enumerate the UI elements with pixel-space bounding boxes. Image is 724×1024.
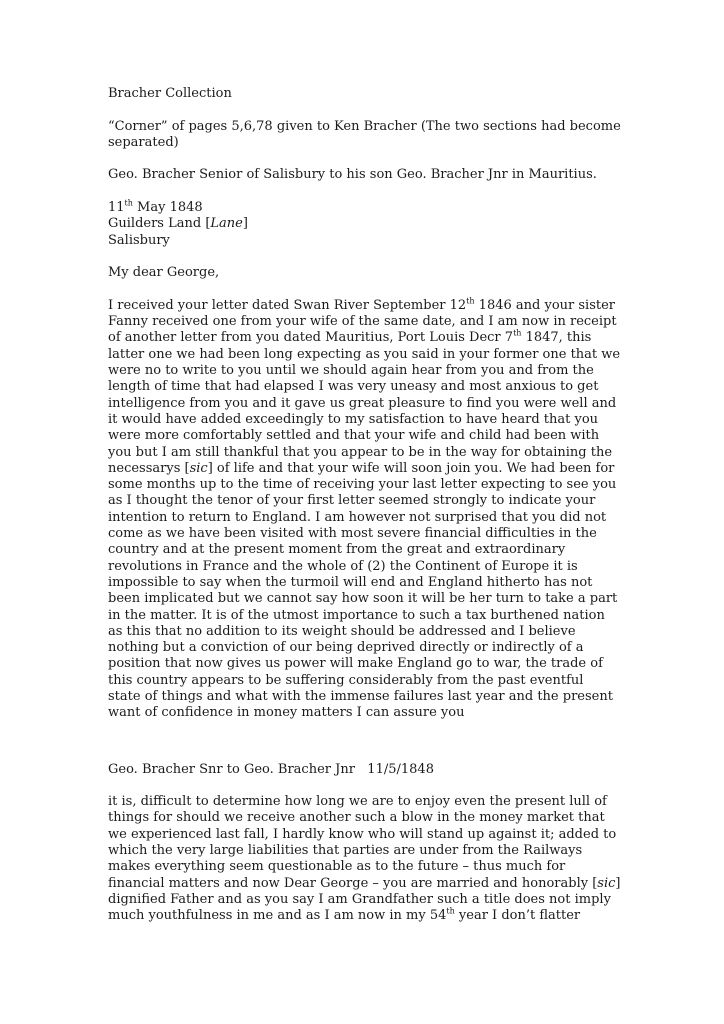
body-line: were more comfortably settled and that your wife and child had been with: [108, 428, 600, 444]
body-line: intelligence from you and it gave us great pleasure to find you were well and: [108, 395, 617, 411]
body-line: some months up to the time of receiving your last letter expecting to see you: [108, 477, 617, 493]
body-line: as I thought the tenor of your first letter seemed strongly to indicate your: [108, 493, 596, 509]
body-line: things for should we receive another such a blow in the money market that: [108, 810, 605, 826]
body-line: state of things and what with the immense failures last year and the present: [108, 688, 613, 704]
body-line: I received your letter dated Swan River September 12th 1846 and your sister: [108, 296, 615, 313]
body-line: impossible to say when the turmoil will end and England hitherto has not: [108, 574, 593, 590]
body-line: intention to return to England. I am however not surprised that you did not: [108, 509, 607, 525]
letter-heading: [108, 200, 628, 249]
letter-body-part-1: [108, 298, 628, 722]
body-line: you but I am still thankful that you appear to be in the way for obtaining the: [108, 444, 613, 460]
corner-note: [108, 119, 628, 152]
corner-note-line-2: separated): [108, 134, 179, 150]
body-line: Fanny received one from your wife of the same date, and I am now in receipt: [108, 314, 617, 330]
salutation: My dear George,: [108, 265, 220, 281]
document-page: [108, 86, 628, 925]
letter-body-part-2: [108, 794, 628, 924]
body-line: position that now gives us power will make England go to war, the trade of: [108, 656, 603, 672]
body-line: nothing but a conviction of our being deprived directly or indirectly of a: [108, 640, 584, 656]
body-line: come as we have been visited with most severe financial difficulties in the: [108, 526, 597, 542]
body-line: were no to write to you until we should again hear from you and from the: [108, 363, 594, 379]
letter-subject: Geo. Bracher Senior of Salisbury to his son Geo. Bracher Jnr in Mauritius.: [108, 167, 597, 183]
body-line: as this that no addition to its weight should be addressed and I believe: [108, 623, 576, 639]
collection-title: Bracher Collection: [108, 86, 232, 101]
corner-note-line-1: “Corner” of pages 5,6,78 given to Ken Bracher (The two sections had become: [108, 118, 621, 134]
body-line: want of confidence in money matters I can assure you: [108, 705, 465, 721]
body-line: latter one we had been long expecting as you said in your former one that we: [108, 346, 621, 362]
body-line: length of time that had elapsed I was very uneasy and most anxious to get: [108, 379, 599, 395]
body-line: this country appears to be suffering considerably from the past eventful: [108, 672, 584, 688]
body-line: financial matters and now Dear George – you are married and honorably [sic]: [108, 875, 621, 891]
section-header: Geo. Bracher Snr to Geo. Bracher Jnr 11/5/1848: [108, 761, 434, 777]
address-line-2: Salisbury: [108, 232, 170, 248]
body-line: dignified Father and as you say I am Grandfather such a title does not imply: [108, 891, 611, 907]
body-line: makes everything seem questionable as to the future – thus much for: [108, 859, 566, 875]
body-line: necessarys [sic] of life and that your wife will soon join you. We had been for: [108, 460, 615, 476]
body-line: been implicated but we cannot say how soon it will be her turn to take a part: [108, 591, 618, 607]
address-line-1: Guilders Land [Lane]: [108, 216, 248, 232]
body-line: country and at the present moment from the great and extraordinary: [108, 542, 566, 558]
body-line: it would have added exceedingly to my satisfaction to have heard that you: [108, 411, 599, 427]
body-line: of another letter from you dated Mauritius, Port Louis Decr 7th 1847, this: [108, 329, 592, 346]
body-line: in the matter. It is of the utmost importance to such a tax burthened nation: [108, 607, 605, 623]
body-line: revolutions in France and the whole of (2) the Continent of Europe it is: [108, 558, 578, 574]
letter-date: 11th May 1848: [108, 198, 203, 216]
body-line: which the very large liabilities that parties are under from the Railways: [108, 843, 583, 859]
body-line: it is, difficult to determine how long we are to enjoy even the present lull of: [108, 794, 607, 810]
body-line: we experienced last fall, I hardly know who will stand up against it; added to: [108, 826, 617, 842]
body-line: much youthfulness in me and as I am now in my 54th year I don’t flatter: [108, 906, 581, 924]
